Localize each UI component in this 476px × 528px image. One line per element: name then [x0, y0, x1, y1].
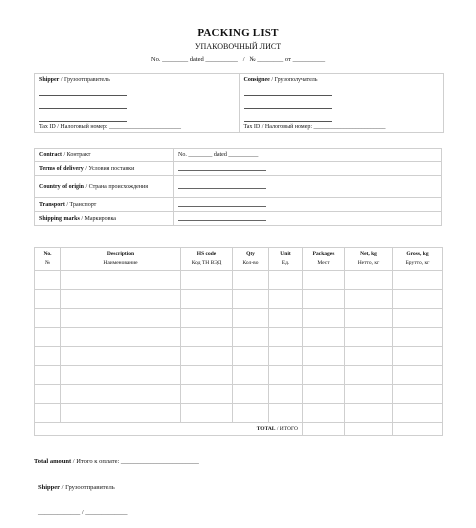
table-cell[interactable] [61, 271, 181, 290]
table-cell[interactable] [233, 404, 269, 423]
table-row [35, 309, 443, 328]
table-cell[interactable] [303, 290, 345, 309]
contract-row [35, 149, 442, 162]
table-cell[interactable] [393, 366, 443, 385]
parties-section [34, 73, 444, 133]
table-row [35, 366, 443, 385]
table-cell[interactable] [233, 385, 269, 404]
table-cell[interactable] [393, 290, 443, 309]
shipper-blank-line-3[interactable] [39, 113, 127, 122]
country-underline [178, 182, 266, 189]
contract-label-ru: / Контракт [62, 152, 91, 158]
table-cell[interactable] [181, 309, 233, 328]
shipper-blank-line-1[interactable] [39, 87, 127, 96]
table-cell[interactable] [345, 309, 393, 328]
terms-of-delivery-field[interactable] [174, 162, 442, 176]
signature-label-ru: / Грузоотправитель [60, 484, 115, 491]
table-cell[interactable] [35, 404, 61, 423]
table-cell[interactable] [345, 290, 393, 309]
country-of-origin-row [35, 176, 442, 198]
shipper-label-ru: / Грузоотправитель [59, 77, 110, 83]
contract-details-table [34, 148, 442, 226]
shipper-taxid: Tax ID / Налоговый номер: ________________________ [39, 124, 182, 130]
col-gross-en: Gross, kg [406, 251, 429, 257]
table-cell[interactable] [181, 290, 233, 309]
table-cell[interactable] [303, 385, 345, 404]
table-cell[interactable] [269, 404, 303, 423]
col-net-ru: Нетто, кг [357, 260, 380, 266]
table-cell[interactable] [345, 404, 393, 423]
col-qty-en: Qty [246, 251, 255, 257]
table-cell[interactable] [233, 366, 269, 385]
total-label [35, 423, 303, 436]
col-description [61, 248, 181, 271]
table-cell[interactable] [345, 385, 393, 404]
marks-label-ru: / Маркировка [79, 215, 116, 222]
table-cell[interactable] [393, 347, 443, 366]
col-unit-en: Unit [280, 251, 291, 257]
table-cell[interactable] [345, 271, 393, 290]
table-cell[interactable] [61, 309, 181, 328]
col-no-en: No. [43, 251, 52, 257]
total-packages-cell[interactable] [303, 423, 345, 436]
table-cell[interactable] [303, 404, 345, 423]
col-hs-ru: Код ТН ВЭД [191, 260, 222, 266]
col-no [35, 248, 61, 271]
signature-label: Shipper [38, 484, 61, 491]
total-amount-rest: / Итого к оплате: ________________________ [71, 458, 199, 465]
table-cell[interactable] [35, 347, 61, 366]
table-cell[interactable] [233, 309, 269, 328]
table-cell[interactable] [181, 404, 233, 423]
table-cell[interactable] [233, 347, 269, 366]
col-hs-code [181, 248, 233, 271]
total-amount-line [34, 458, 199, 465]
goods-header-row [35, 248, 443, 271]
table-cell[interactable] [269, 290, 303, 309]
signature-label-line [38, 484, 115, 491]
table-cell[interactable] [181, 366, 233, 385]
table-cell[interactable] [393, 385, 443, 404]
table-cell[interactable] [393, 328, 443, 347]
col-packages-en: Packages [312, 251, 335, 257]
document-subtitle: УПАКОВОЧНЫЙ ЛИСТ [194, 42, 282, 51]
table-cell[interactable] [393, 309, 443, 328]
table-cell[interactable] [61, 328, 181, 347]
table-cell[interactable] [269, 309, 303, 328]
consignee-heading [244, 77, 440, 83]
shipping-marks-label [35, 212, 174, 226]
goods-body [35, 271, 443, 423]
table-cell[interactable] [269, 385, 303, 404]
contract-label [35, 149, 174, 162]
table-row [35, 271, 443, 290]
contract-label-en: Contract [39, 152, 62, 158]
table-cell[interactable] [233, 271, 269, 290]
table-cell[interactable] [303, 347, 345, 366]
consignee-blank-line-2[interactable] [244, 100, 332, 109]
goods-table [34, 247, 443, 436]
shipper-label: Shipper [39, 77, 60, 83]
terms-of-delivery-row [35, 162, 442, 176]
table-cell[interactable] [269, 328, 303, 347]
transport-label-ru: / Транспорт [64, 201, 97, 208]
table-cell[interactable] [393, 271, 443, 290]
table-cell[interactable] [345, 328, 393, 347]
table-cell[interactable] [61, 385, 181, 404]
country-label-ru: / Страна происхождения [84, 183, 148, 190]
table-cell[interactable] [269, 271, 303, 290]
table-cell[interactable] [345, 347, 393, 366]
consignee-label: Consignee [243, 77, 270, 83]
table-cell[interactable] [181, 347, 233, 366]
consignee-blank-line-1[interactable] [244, 87, 332, 96]
table-cell[interactable] [181, 385, 233, 404]
transport-row [35, 198, 442, 212]
shipper-heading [39, 77, 235, 83]
table-cell[interactable] [269, 366, 303, 385]
col-gross-kg [393, 248, 443, 271]
table-cell[interactable] [303, 366, 345, 385]
table-cell[interactable] [269, 347, 303, 366]
transport-label-en: Transport [39, 201, 65, 208]
table-cell[interactable] [393, 404, 443, 423]
table-cell[interactable] [35, 309, 61, 328]
col-qty [233, 248, 269, 271]
table-cell[interactable] [35, 290, 61, 309]
table-cell[interactable] [233, 290, 269, 309]
col-unit-ru: Ед. [281, 260, 290, 266]
table-cell[interactable] [181, 271, 233, 290]
table-row [35, 290, 443, 309]
table-cell[interactable] [35, 366, 61, 385]
terms-label-ru: / Условия поставки [83, 165, 135, 172]
consignee-label-ru: / Грузополучатель [269, 77, 318, 83]
col-gross-ru: Брутто, кг [405, 260, 430, 266]
transport-label [35, 198, 174, 212]
table-cell[interactable] [303, 309, 345, 328]
country-of-origin-field[interactable] [174, 176, 442, 198]
col-hs-en: HS code [196, 251, 217, 257]
table-cell[interactable] [35, 271, 61, 290]
country-of-origin-label [35, 176, 174, 198]
total-amount-label: Total amount [34, 458, 72, 465]
col-description-ru: Наименование [103, 260, 138, 266]
table-cell[interactable] [181, 328, 233, 347]
table-cell[interactable] [61, 366, 181, 385]
table-cell[interactable] [61, 347, 181, 366]
consignee-block [239, 74, 444, 132]
col-description-en: Description [106, 251, 135, 257]
table-cell[interactable] [233, 328, 269, 347]
total-net-cell[interactable] [345, 423, 393, 436]
shipping-marks-row [35, 212, 442, 226]
table-cell[interactable] [35, 385, 61, 404]
table-cell[interactable] [345, 366, 393, 385]
terms-underline [178, 164, 266, 171]
table-cell[interactable] [61, 290, 181, 309]
table-cell[interactable] [303, 271, 345, 290]
table-row [35, 385, 443, 404]
col-no-ru: № [44, 260, 51, 266]
table-row [35, 404, 443, 423]
col-net-en: Net, kg [360, 251, 377, 257]
terms-of-delivery-label [35, 162, 174, 176]
total-row [35, 423, 443, 436]
col-packages [303, 248, 345, 271]
consignee-taxid: Tax ID / Налоговый номер: ________________________ [243, 124, 386, 130]
marks-label-en: Shipping marks [39, 215, 80, 222]
shipper-blank-line-2[interactable] [39, 100, 127, 109]
document-title: PACKING LIST [197, 27, 279, 39]
consignee-blank-line-3[interactable] [244, 113, 332, 122]
country-label-en: Country of origin [39, 183, 84, 190]
total-label-en: TOTAL [256, 426, 276, 432]
table-cell[interactable] [61, 404, 181, 423]
col-qty-ru: Кол-во [242, 260, 259, 266]
total-label-ru: / ИТОГО [275, 426, 298, 432]
col-unit [269, 248, 303, 271]
total-gross-cell[interactable] [393, 423, 443, 436]
shipper-block [35, 74, 239, 132]
document-number-line: No. ________ dated __________ / № ________ от __________ [150, 56, 326, 63]
col-net-kg [345, 248, 393, 271]
table-row [35, 347, 443, 366]
transport-underline [178, 200, 266, 207]
col-packages-ru: Мест [317, 260, 330, 266]
table-cell[interactable] [35, 328, 61, 347]
marks-underline [178, 214, 266, 221]
table-row [35, 328, 443, 347]
transport-field[interactable] [174, 198, 442, 212]
table-cell[interactable] [303, 328, 345, 347]
signature-line[interactable]: _____________ / _____________ [38, 509, 128, 516]
terms-label-en: Terms of delivery [39, 165, 84, 172]
contract-value[interactable]: No. ________ dated __________ [174, 149, 442, 162]
shipping-marks-field[interactable] [174, 212, 442, 226]
